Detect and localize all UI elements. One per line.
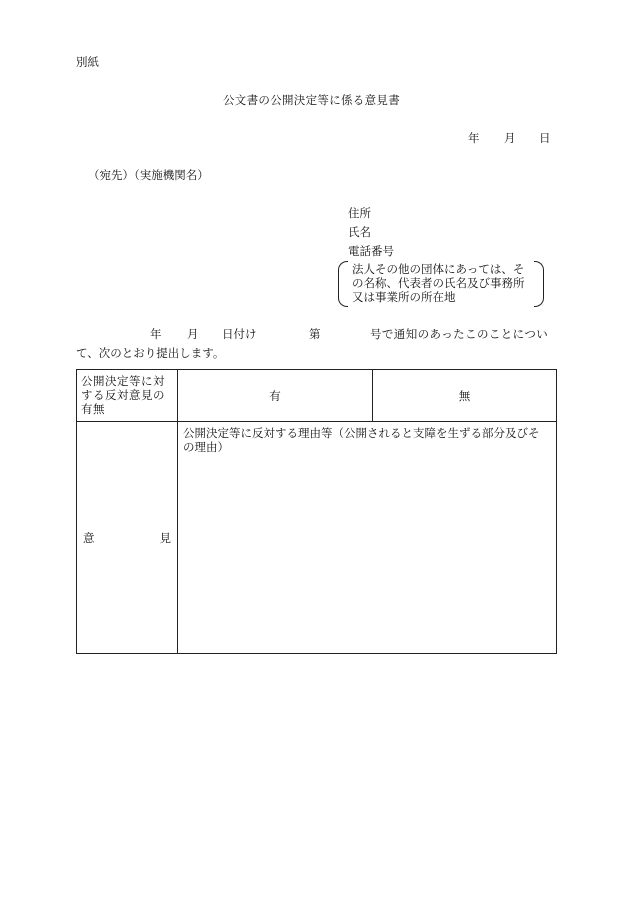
corp-note-line-1: 法人その他の団体にあっては、そ (352, 262, 525, 276)
opinion-label-char-1: 意 (83, 530, 95, 545)
opinion-reason-cell[interactable] (178, 422, 557, 654)
date-month-label: 月 (504, 131, 516, 145)
corporation-note-bracket (338, 261, 544, 305)
objection-no-cell[interactable] (373, 370, 557, 422)
objection-question-line-1: 公開決定等に対 (81, 374, 165, 388)
left-bracket (338, 261, 348, 307)
notice-dated: 日付け (222, 327, 257, 341)
attachment-label: 別紙 (76, 55, 99, 69)
corp-note-line-3: 又は事業所の所在地 (352, 290, 456, 304)
objection-yes-label: 有 (269, 388, 281, 403)
objection-row (77, 370, 557, 422)
opinion-table (76, 369, 557, 654)
opinion-label-char-2: 見 (159, 530, 171, 545)
name-label: 氏名 (348, 225, 371, 239)
opinion-reason-line-2: の理由） (183, 440, 229, 454)
objection-yes-cell[interactable] (178, 370, 373, 422)
date-year-label: 年 (468, 131, 480, 145)
objection-question-line-2: する反対意見の (81, 388, 165, 402)
opinion-reason-line-1: 公開決定等に反対する理由等（公開されると支障を生ずる部分及びそ (183, 426, 540, 440)
opinion-row (77, 422, 557, 654)
corp-note-line-2: の名称、代表者の氏名及び事務所 (352, 276, 525, 290)
phone-label: 電話番号 (348, 244, 394, 258)
notice-text: 号で通知のあったこのことについ (370, 327, 549, 341)
objection-question-cell (77, 370, 178, 422)
date-day-label: 日 (539, 131, 551, 145)
notice-month: 月 (187, 327, 199, 341)
objection-question-line-3: 有無 (81, 402, 105, 416)
address-label: 住所 (348, 206, 371, 220)
addressee: （宛先）（実施機関名） (88, 168, 209, 182)
right-bracket (534, 261, 544, 307)
notice-line-2: て、次のとおり提出します。 (76, 346, 225, 360)
notice-year: 年 (150, 327, 162, 341)
opinion-label-cell (77, 422, 178, 654)
notice-dai: 第 (309, 327, 321, 341)
document-title: 公文書の公開決定等に係る意見書 (223, 93, 400, 107)
objection-no-label: 無 (458, 388, 471, 403)
